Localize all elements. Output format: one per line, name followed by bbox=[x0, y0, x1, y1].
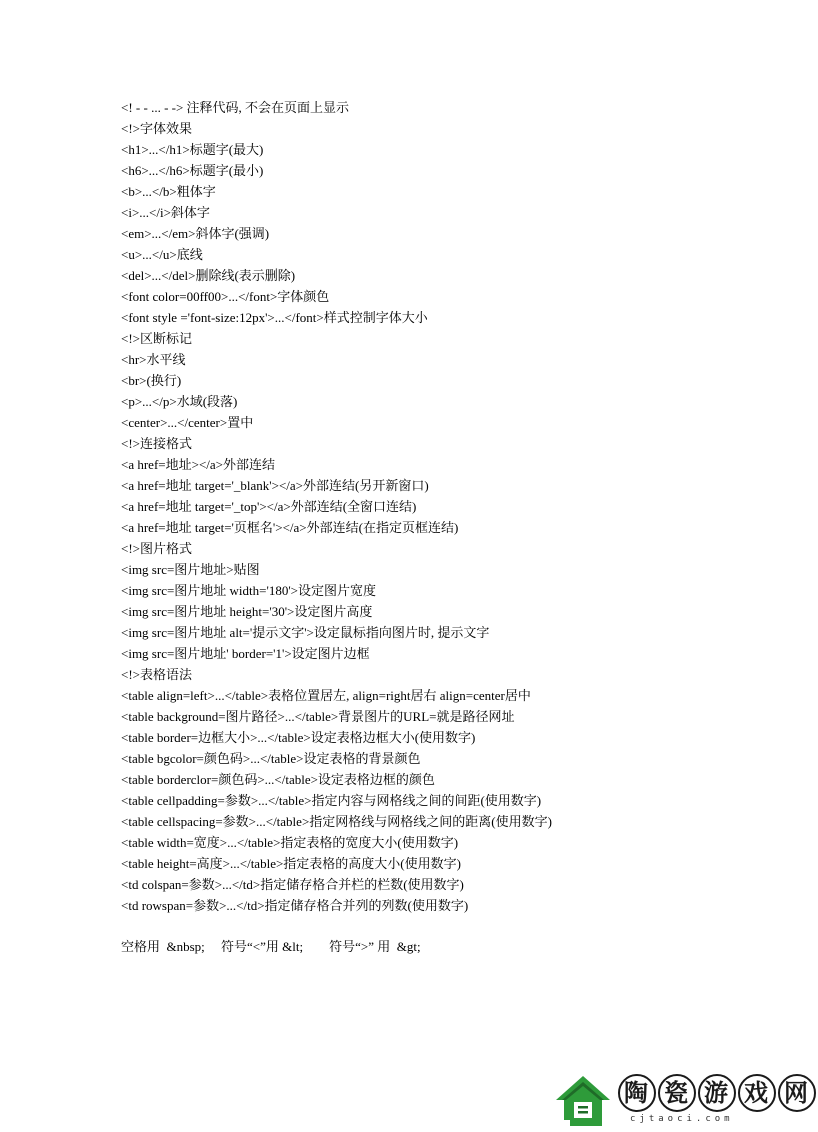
text-line: <b>...</b>粗体字 bbox=[121, 184, 216, 199]
document-lines bbox=[121, 97, 781, 916]
text-line: <a href=地址 target='_top'></a>外部连结(全窗口连结) bbox=[121, 499, 417, 514]
text-line: <em>...</em>斜体字(强调) bbox=[121, 226, 270, 241]
watermark-char: 陶 bbox=[618, 1074, 656, 1112]
text-line: <a href=地址></a>外部连结 bbox=[121, 457, 275, 472]
watermark-title bbox=[618, 1074, 818, 1112]
text-line: <table width=宽度>...</table>指定表格的宽度大小(使用数字) bbox=[121, 835, 459, 850]
text-line: <table borderclor=颜色码>...</table>设定表格边框的颜色 bbox=[121, 772, 435, 787]
text-line: <p>...</p>水域(段落) bbox=[121, 394, 238, 409]
text-line: <!>连接格式 bbox=[121, 436, 192, 451]
text-line: <table height=高度>...</table>指定表格的高度大小(使用数字) bbox=[121, 856, 461, 871]
entity-note-line: 空格用 &nbsp; 符号“<”用 &lt; 符号“>” 用 &gt; bbox=[121, 939, 421, 954]
text-line: <i>...</i>斜体字 bbox=[121, 205, 210, 220]
text-line: <table bgcolor=颜色码>...</table>设定表格的背景颜色 bbox=[121, 751, 421, 766]
text-line: <!>图片格式 bbox=[121, 541, 192, 556]
text-line: <h1>...</h1>标题字(最大) bbox=[121, 142, 264, 157]
text-line: <img src=图片地址' border='1'>设定图片边框 bbox=[121, 646, 370, 661]
text-line: <img src=图片地址 height='30'>设定图片高度 bbox=[121, 604, 373, 619]
house-logo-icon bbox=[552, 1072, 614, 1128]
watermark-char: 瓷 bbox=[658, 1074, 696, 1112]
text-line: <a href=地址 target='页框名'></a>外部连结(在指定页框连结) bbox=[121, 520, 459, 535]
watermark-url: cjtaoci.com bbox=[630, 1114, 734, 1124]
text-line: <del>...</del>删除线(表示删除) bbox=[121, 268, 296, 283]
text-line: <table align=left>...</table>表格位置居左, align=right居右 align=center居中 bbox=[121, 688, 531, 703]
watermark-char: 网 bbox=[778, 1074, 816, 1112]
text-line: <table cellpadding=参数>...</table>指定内容与网格线之间的间距(使用数字) bbox=[121, 793, 542, 808]
text-line: <table border=边框大小>...</table>设定表格边框大小(使用数字) bbox=[121, 730, 476, 745]
watermark-char: 游 bbox=[698, 1074, 736, 1112]
text-line: <td colspan=参数>...</td>指定储存格合并栏的栏数(使用数字) bbox=[121, 877, 464, 892]
text-line: <img src=图片地址 alt='提示文字'>设定鼠标指向图片时, 提示文字 bbox=[121, 625, 490, 640]
text-line: <hr>水平线 bbox=[121, 352, 186, 367]
text-line: <img src=图片地址 width='180'>设定图片宽度 bbox=[121, 583, 377, 598]
text-line: <!>表格语法 bbox=[121, 667, 192, 682]
watermark-char: 戏 bbox=[738, 1074, 776, 1112]
text-line: <a href=地址 target='_blank'></a>外部连结(另开新窗口) bbox=[121, 478, 429, 493]
text-line: <u>...</u>底线 bbox=[121, 247, 203, 262]
text-line: <!>区断标记 bbox=[121, 331, 192, 346]
text-line: <center>...</center>置中 bbox=[121, 415, 254, 430]
text-line: <img src=图片地址>贴图 bbox=[121, 562, 260, 577]
site-watermark bbox=[552, 1072, 810, 1128]
text-line: <h6>...</h6>标题字(最小) bbox=[121, 163, 264, 178]
text-line: <table background=图片路径>...</table>背景图片的URL=就是路径网址 bbox=[121, 709, 515, 724]
text-line: <br>(换行) bbox=[121, 373, 182, 388]
text-line: <! - - ... - -> 注释代码, 不会在页面上显示 bbox=[121, 100, 350, 115]
text-line: <font style ='font-size:12px'>...</font>样式控制字体大小 bbox=[121, 310, 428, 325]
text-line: <td rowspan=参数>...</td>指定储存格合并列的列数(使用数字) bbox=[121, 898, 469, 913]
text-line: <font color=00ff00>...</font>字体颜色 bbox=[121, 289, 330, 304]
text-line: <table cellspacing=参数>...</table>指定网格线与网格线之间的距离(使用数字) bbox=[121, 814, 552, 829]
text-line: <!>字体效果 bbox=[121, 121, 192, 136]
